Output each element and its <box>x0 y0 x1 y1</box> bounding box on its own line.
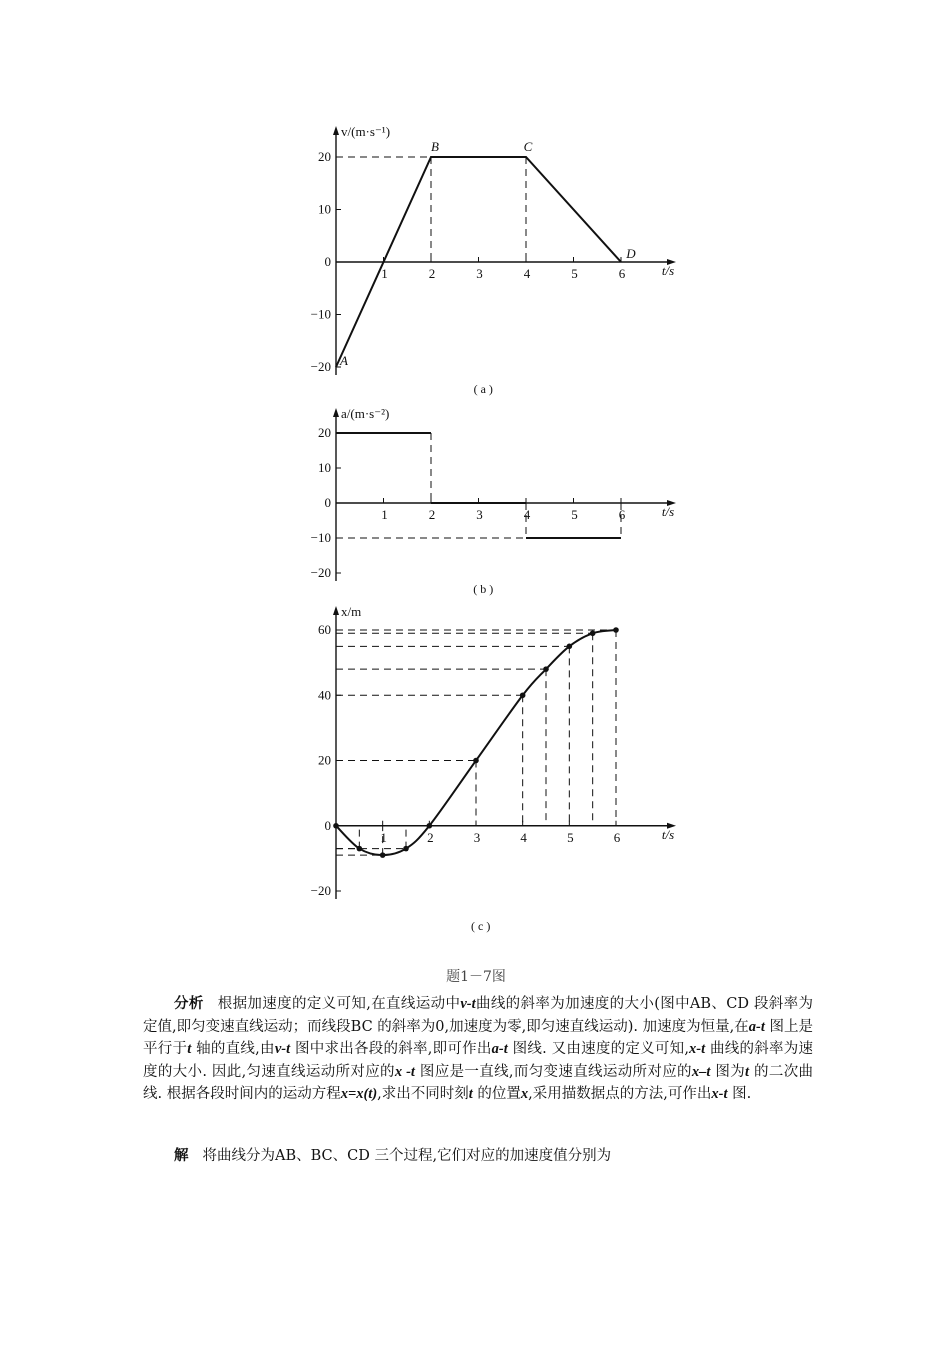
analysis-math: x <box>520 1086 529 1103</box>
data-point <box>613 627 619 633</box>
analysis-math: v-t <box>460 996 476 1012</box>
data-point <box>520 692 526 698</box>
data-point <box>473 758 479 764</box>
point-label-C: C <box>523 139 533 154</box>
x-tick-label: 6 <box>613 829 621 845</box>
data-point <box>357 846 363 852</box>
y-tick-label: −10 <box>310 530 331 545</box>
x-tick-label: 2 <box>428 266 436 281</box>
solution-paragraph <box>143 1145 813 1168</box>
data-point <box>427 823 433 829</box>
solution-heading: 解 <box>174 1147 189 1164</box>
y-tick-label: 10 <box>318 201 331 217</box>
analysis-math: a-t <box>748 1018 765 1035</box>
y-tick-label: 10 <box>318 460 331 475</box>
x-tick-label: 3 <box>476 507 483 522</box>
x-axis-label: t/s <box>661 826 675 842</box>
analysis-math: t <box>468 1086 473 1103</box>
y-axis-arrow <box>333 126 339 135</box>
analysis-math: x–t <box>691 1063 711 1080</box>
y-tick-label: 20 <box>318 149 331 164</box>
analysis-math: t <box>745 1063 750 1080</box>
analysis-math: x-t <box>711 1086 728 1103</box>
y-tick-label: −10 <box>310 306 331 322</box>
analysis-text: 图. <box>727 1086 752 1103</box>
data-point <box>567 644 573 650</box>
analysis-math: x-t <box>689 1041 706 1058</box>
analysis-text: 图为 <box>710 1063 746 1080</box>
x-tick-label: 3 <box>473 829 481 845</box>
panel-sublabel: ( c ) <box>471 919 491 933</box>
y-tick-label: 0 <box>324 254 331 269</box>
x-axis-label: t/s <box>661 504 675 519</box>
analysis-math: v-t <box>274 1041 291 1058</box>
data-point <box>403 846 409 852</box>
x-tick-label: 3 <box>476 266 483 281</box>
x-tick-label: 5 <box>571 507 578 522</box>
analysis-text: 曲线的斜率为加速度的大小(图中AB、CD 段斜率为定值,即匀变速直线运动；而线段BC 的斜率为0,加速度为零,即匀速直线运动). 加速度为恒量,在 <box>143 996 814 1035</box>
x-tick-label: 5 <box>571 266 578 281</box>
analysis-text: 曲线的斜率为速度的大小. 因此,匀速直线运动所对应的 <box>143 1041 814 1080</box>
panel-a-velocity-time <box>311 124 676 396</box>
panel-sublabel: ( b ) <box>473 582 494 596</box>
x-tick-label: 4 <box>520 829 527 845</box>
x-axis-label: t/s <box>661 263 675 278</box>
x-tick-label: 2 <box>428 507 436 522</box>
panel-b-acceleration-time <box>311 406 676 596</box>
x-tick-label: 1 <box>380 829 387 845</box>
y-tick-label: −20 <box>310 883 331 898</box>
x-tick-label: 1 <box>381 266 388 281</box>
analysis-text: 图中求出各段的斜率,即可作出 <box>290 1041 492 1058</box>
data-point <box>543 666 549 672</box>
analysis-math: x -t <box>394 1063 415 1080</box>
point-label-B: B <box>431 139 439 154</box>
analysis-body <box>143 996 813 1102</box>
solution-text: 将曲线分为AB、BC、CD 三个过程,它们对应的加速度值分别为 <box>202 1148 612 1164</box>
y-tick-label: −20 <box>310 565 331 580</box>
analysis-text: 根据加速度的定义可知,在直线运动中 <box>217 996 461 1012</box>
analysis-math: t <box>187 1041 192 1058</box>
point-label-D: D <box>626 246 636 261</box>
x-tick-label: 5 <box>567 829 574 845</box>
data-point <box>380 852 386 858</box>
point-label-A: A <box>340 353 348 368</box>
y-tick-label: 40 <box>318 687 331 703</box>
x-tick-label: 6 <box>618 266 626 281</box>
x-tick-label: 6 <box>618 507 626 522</box>
analysis-text: 轴的直线,由 <box>191 1041 275 1058</box>
data-point <box>590 630 596 636</box>
analysis-text: ,采用描数据点的方法,可作出 <box>528 1086 712 1103</box>
analysis-math: a-t <box>491 1041 508 1058</box>
analysis-text: 的位置 <box>472 1086 521 1103</box>
analysis-math: x=x(t) <box>340 1086 378 1103</box>
x-tick-label: 4 <box>523 266 531 281</box>
y-tick-label: 20 <box>318 425 331 440</box>
y-axis-label: v/(m·s⁻¹) <box>341 124 391 139</box>
analysis-heading: 分析 <box>174 995 204 1012</box>
y-axis-label: x/m <box>341 604 362 619</box>
analysis-text: 图线. 又由速度的定义可知, <box>507 1041 690 1058</box>
y-axis-arrow <box>333 606 339 615</box>
figure-caption: 题1－7图 <box>446 969 506 985</box>
x-tick-label: 2 <box>427 829 434 845</box>
y-tick-label: 20 <box>318 752 331 768</box>
y-axis-label: a/(m·s⁻²) <box>341 406 390 421</box>
analysis-text: 的二次曲线. 根据各段时间内的运动方程 <box>143 1063 814 1103</box>
analysis-text: ,求出不同时刻 <box>377 1086 469 1103</box>
analysis-text: 图上是平行于 <box>143 1018 813 1058</box>
panel-c-position-time <box>311 604 676 933</box>
y-tick-label: −20 <box>310 359 331 374</box>
x-tick-label: 4 <box>523 507 531 522</box>
x-tick-label: 1 <box>381 507 388 522</box>
data-point <box>333 823 339 829</box>
y-axis-arrow <box>333 408 339 417</box>
panel-sublabel: ( a ) <box>473 382 493 396</box>
y-tick-label: 0 <box>324 817 331 833</box>
y-tick-label: 0 <box>324 495 331 510</box>
analysis-paragraph <box>143 993 813 1106</box>
analysis-text: 图应是一直线,而匀变速直线运动所对应的 <box>414 1063 692 1080</box>
y-tick-label: 60 <box>318 622 331 637</box>
